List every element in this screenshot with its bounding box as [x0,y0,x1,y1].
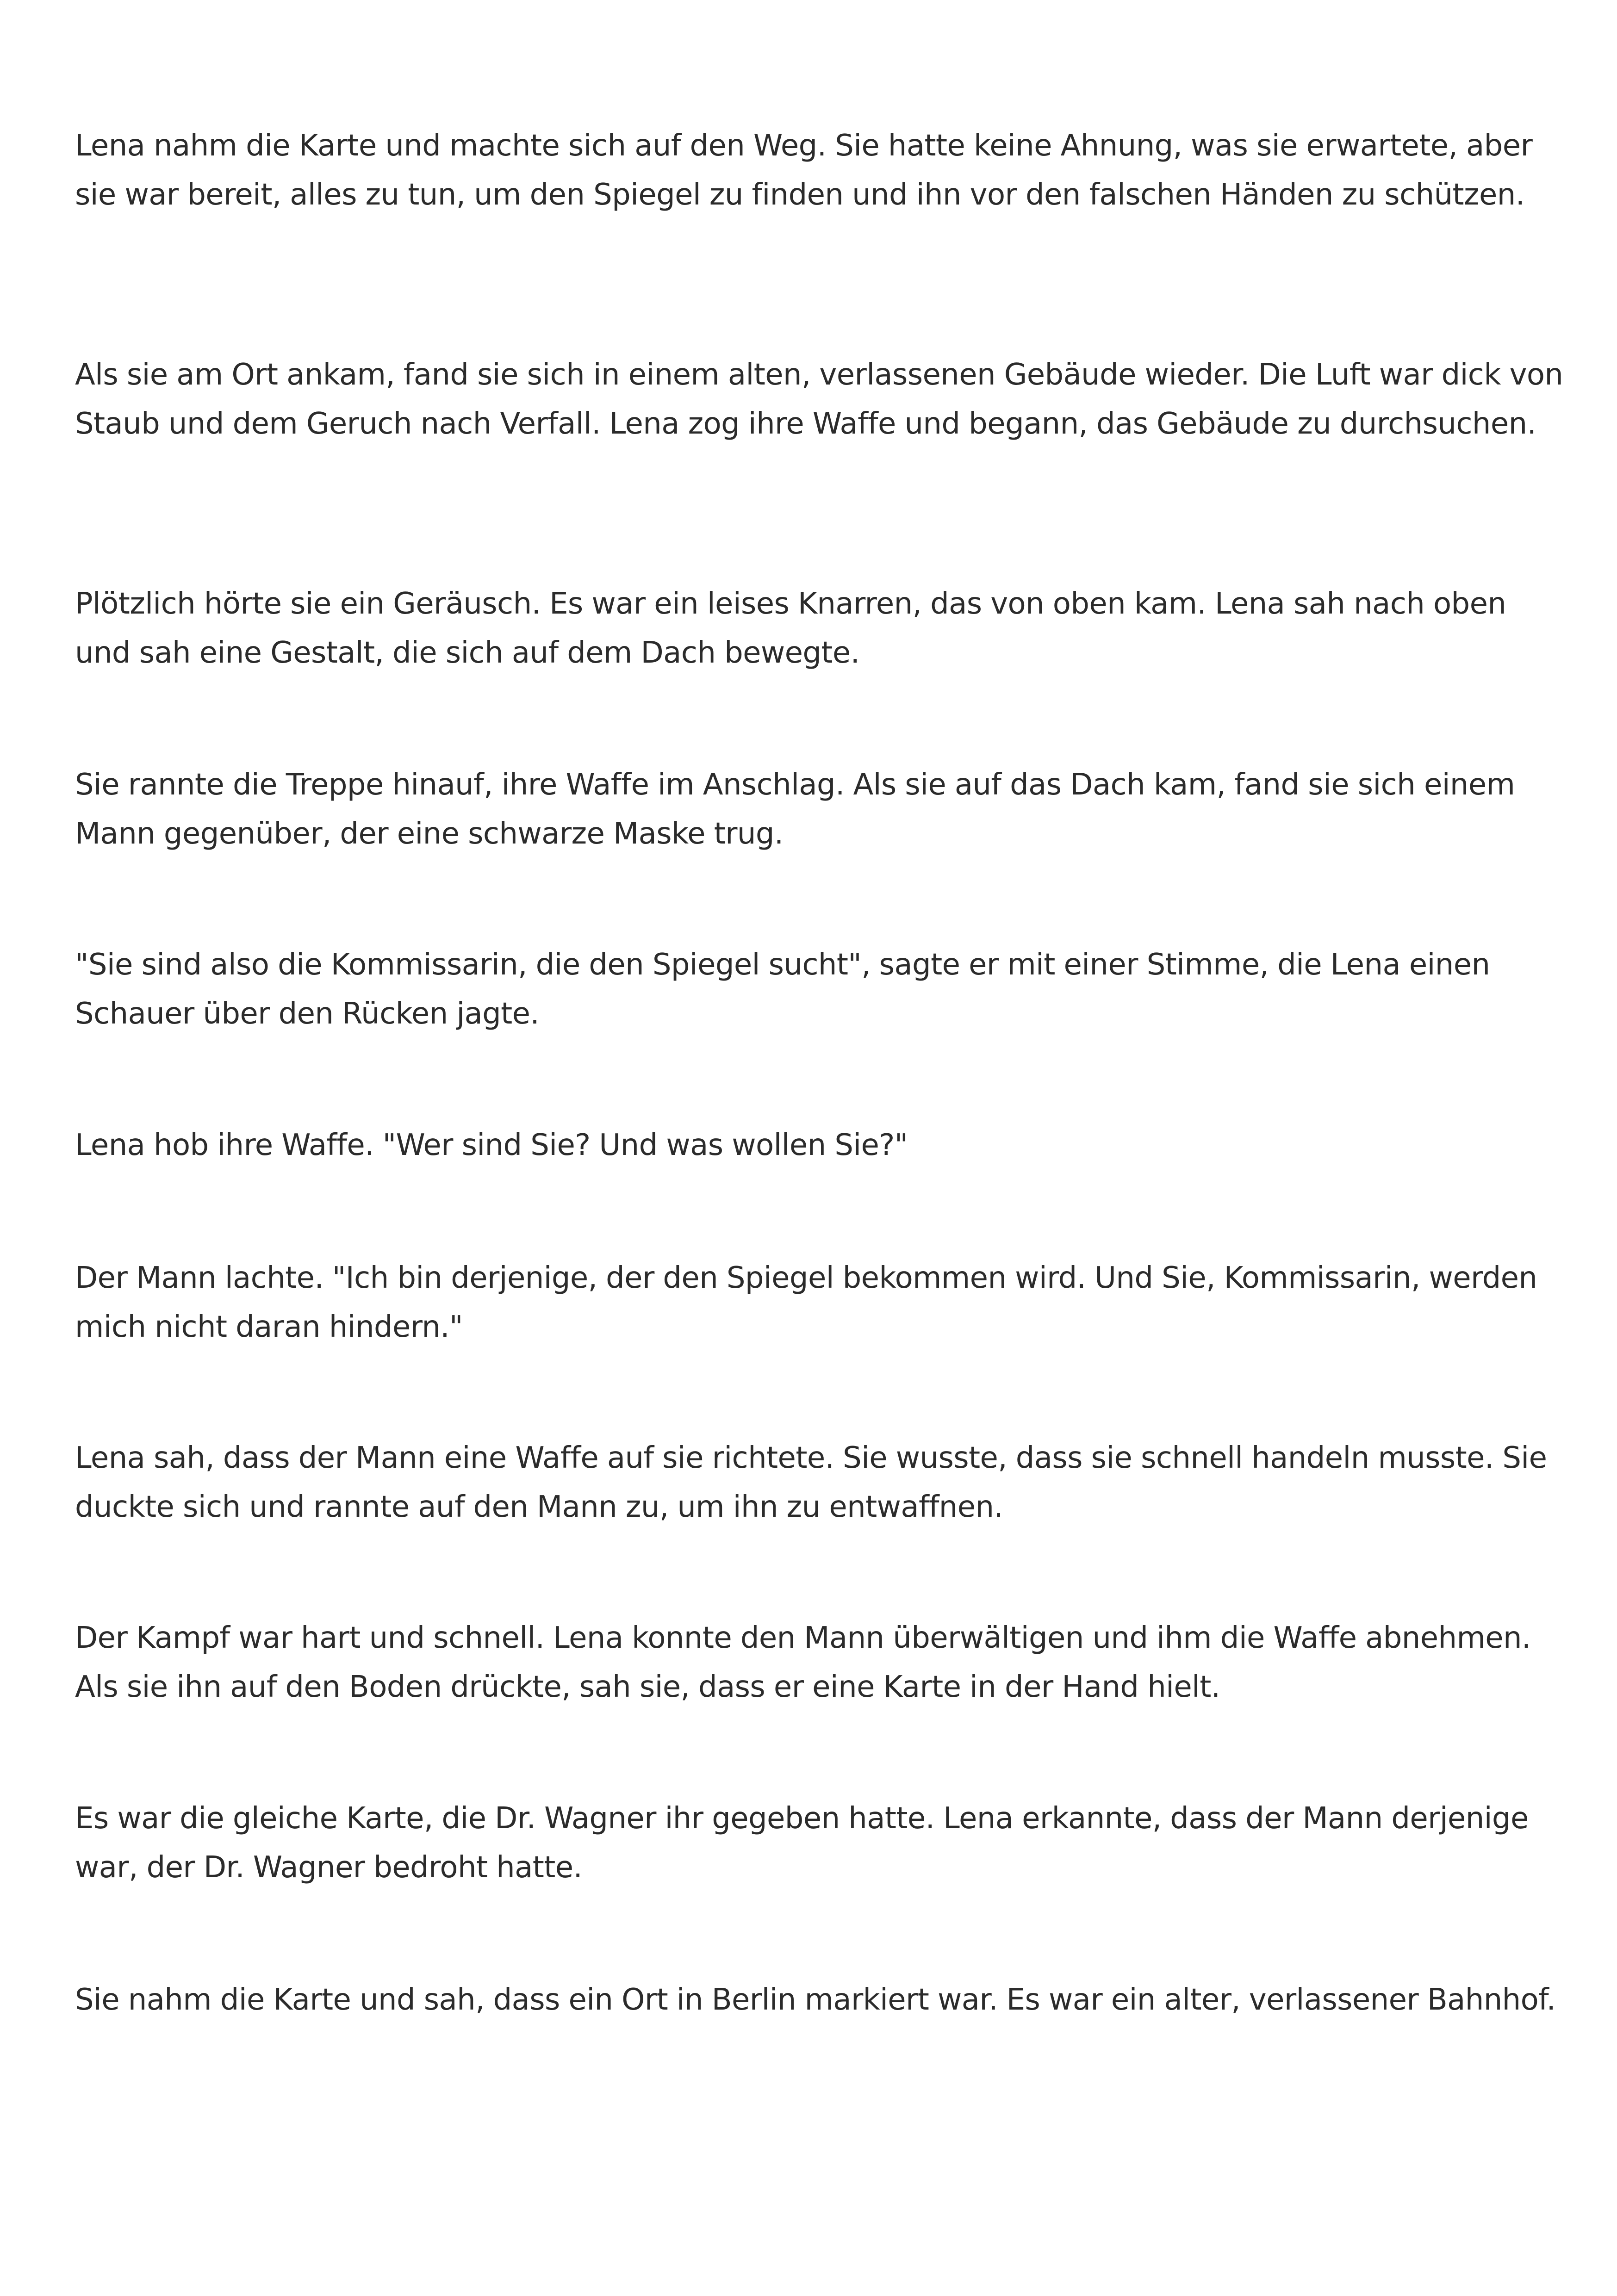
paragraph-10: Es war die gleiche Karte, die Dr. Wagner ihr gegeben hatte. Lena erkannte, dass der Mann derjenige war, der Dr. Wagner bedroht hatte. [75,1801,1529,1885]
paragraph-2: Als sie am Ort ankam, fand sie sich in einem alten, verlassenen Gebäude wieder. Die Luft war dick von Staub und dem Geruch nach Verfall. Lena zog ihre Waffe und begann, das Gebäude zu durchsuchen. [75,358,1563,441]
paragraph-6: Lena hob ihre Waffe. "Wer sind Sie? Und was wollen Sie?" [75,1128,908,1162]
paragraph-1: Lena nahm die Karte und machte sich auf den Weg. Sie hatte keine Ahnung, was sie erwartete, aber sie war bereit, alles zu tun, um den Spiegel zu finden und ihn vor den falschen Händen zu schützen. [75,129,1533,212]
paragraph-7: Der Mann lachte. "Ich bin derjenige, der den Spiegel bekommen wird. Und Sie, Kommissarin, werden mich nicht daran hindern." [75,1261,1537,1344]
paragraph-5: "Sie sind also die Kommissarin, die den Spiegel sucht", sagte er mit einer Stimme, die Lena einen Schauer über den Rücken jagte. [75,948,1490,1031]
paragraph-8: Lena sah, dass der Mann eine Waffe auf sie richtete. Sie wusste, dass sie schnell handeln musste. Sie duckte sich und rannte auf den Mann zu, um ihn zu entwaffnen. [75,1441,1547,1524]
paragraph-11: Sie nahm die Karte und sah, dass ein Ort in Berlin markiert war. Es war ein alter, verlassener Bahnhof. [75,1983,1556,2017]
paragraph-9: Der Kampf war hart und schnell. Lena konnte den Mann überwältigen und ihm die Waffe abnehmen. Als sie ihn auf den Boden drückte, sah sie, dass er eine Karte in der Hand hielt. [75,1621,1531,1704]
paragraph-4: Sie rannte die Treppe hinauf, ihre Waffe im Anschlag. Als sie auf das Dach kam, fand sie sich einem Mann gegenüber, der eine schwarze Maske trug. [75,768,1515,851]
paragraph-3: Plötzlich hörte sie ein Geräusch. Es war ein leises Knarren, das von oben kam. Lena sah nach oben und sah eine Gestalt, die sich auf dem Dach bewegte. [75,587,1506,670]
